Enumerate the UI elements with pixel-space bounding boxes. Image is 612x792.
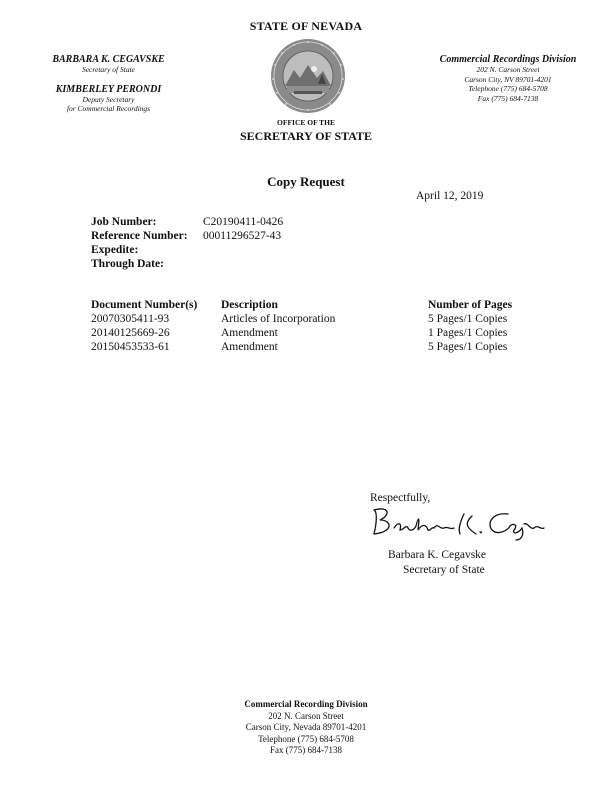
signer-name: Barbara K. Cegavske	[388, 549, 487, 561]
deputy-title-line1: Deputy Secretary	[82, 95, 135, 104]
footer-division: Commercial Recording Division	[244, 699, 368, 709]
table-cell-description: Articles of Incorporation	[221, 313, 336, 325]
state-title: STATE OF NEVADA	[249, 19, 363, 33]
signer-title: Secretary of State	[403, 564, 485, 576]
footer	[0, 699, 612, 757]
secretary-title: Secretary of State	[81, 65, 136, 74]
table-cell-description: Amendment	[221, 341, 278, 353]
table-cell-pages: 5 Pages/1 Copies	[428, 341, 508, 353]
secretary-name: BARBARA K. CEGAVSKE	[52, 54, 165, 65]
job-number-value: C20190411-0426	[203, 216, 284, 228]
table-cell-description: Amendment	[221, 327, 278, 339]
office-of-label: OFFICE OF THE	[277, 118, 335, 127]
column-header-pages: Number of Pages	[428, 299, 513, 311]
table-cell-document-number: 20070305411-93	[91, 313, 170, 325]
footer-fax: Fax (775) 684-7138	[270, 745, 342, 755]
division-address: 202 N. Carson Street	[476, 65, 540, 74]
closing-respectfully: Respectfully,	[370, 492, 431, 504]
state-seal-icon	[260, 38, 356, 118]
secretary-block	[36, 54, 181, 113]
reference-number-label: Reference Number:	[91, 230, 188, 242]
division-telephone: Telephone (775) 684-5708	[468, 84, 548, 93]
through-date-label: Through Date:	[91, 258, 164, 270]
job-details	[91, 216, 391, 276]
job-number-label: Job Number:	[91, 216, 157, 228]
secretary-of-state-heading: SECRETARY OF STATE	[239, 129, 373, 143]
table-cell-pages: 5 Pages/1 Copies	[428, 313, 508, 325]
page-title: Copy Request	[267, 174, 345, 189]
expedite-label: Expedite:	[91, 244, 139, 256]
letter-date: April 12, 2019	[416, 190, 484, 202]
signature	[368, 500, 548, 542]
table-cell-document-number: 20140125669-26	[91, 327, 170, 339]
division-block	[423, 54, 593, 103]
division-fax: Fax (775) 684-7138	[477, 93, 539, 103]
table-cell-document-number: 20150453533-61	[91, 341, 170, 353]
column-header-description: Description	[221, 299, 278, 311]
division-city: Carson City, NV 89701-4201	[464, 74, 552, 84]
column-header-document-number: Document Number(s)	[91, 299, 198, 311]
reference-number-value: 00011296527-43	[203, 230, 282, 242]
deputy-name: KIMBERLEY PERONDI	[55, 84, 162, 95]
deputy-title-line2: for Commercial Recordings	[66, 104, 151, 113]
footer-address: 202 N. Carson Street	[268, 710, 344, 721]
division-name: Commercial Recordings Division	[439, 54, 577, 65]
footer-telephone: Telephone (775) 684-5708	[258, 733, 354, 744]
footer-city: Carson City, Nevada 89701-4201	[245, 722, 367, 732]
table-cell-pages: 1 Pages/1 Copies	[428, 327, 508, 339]
